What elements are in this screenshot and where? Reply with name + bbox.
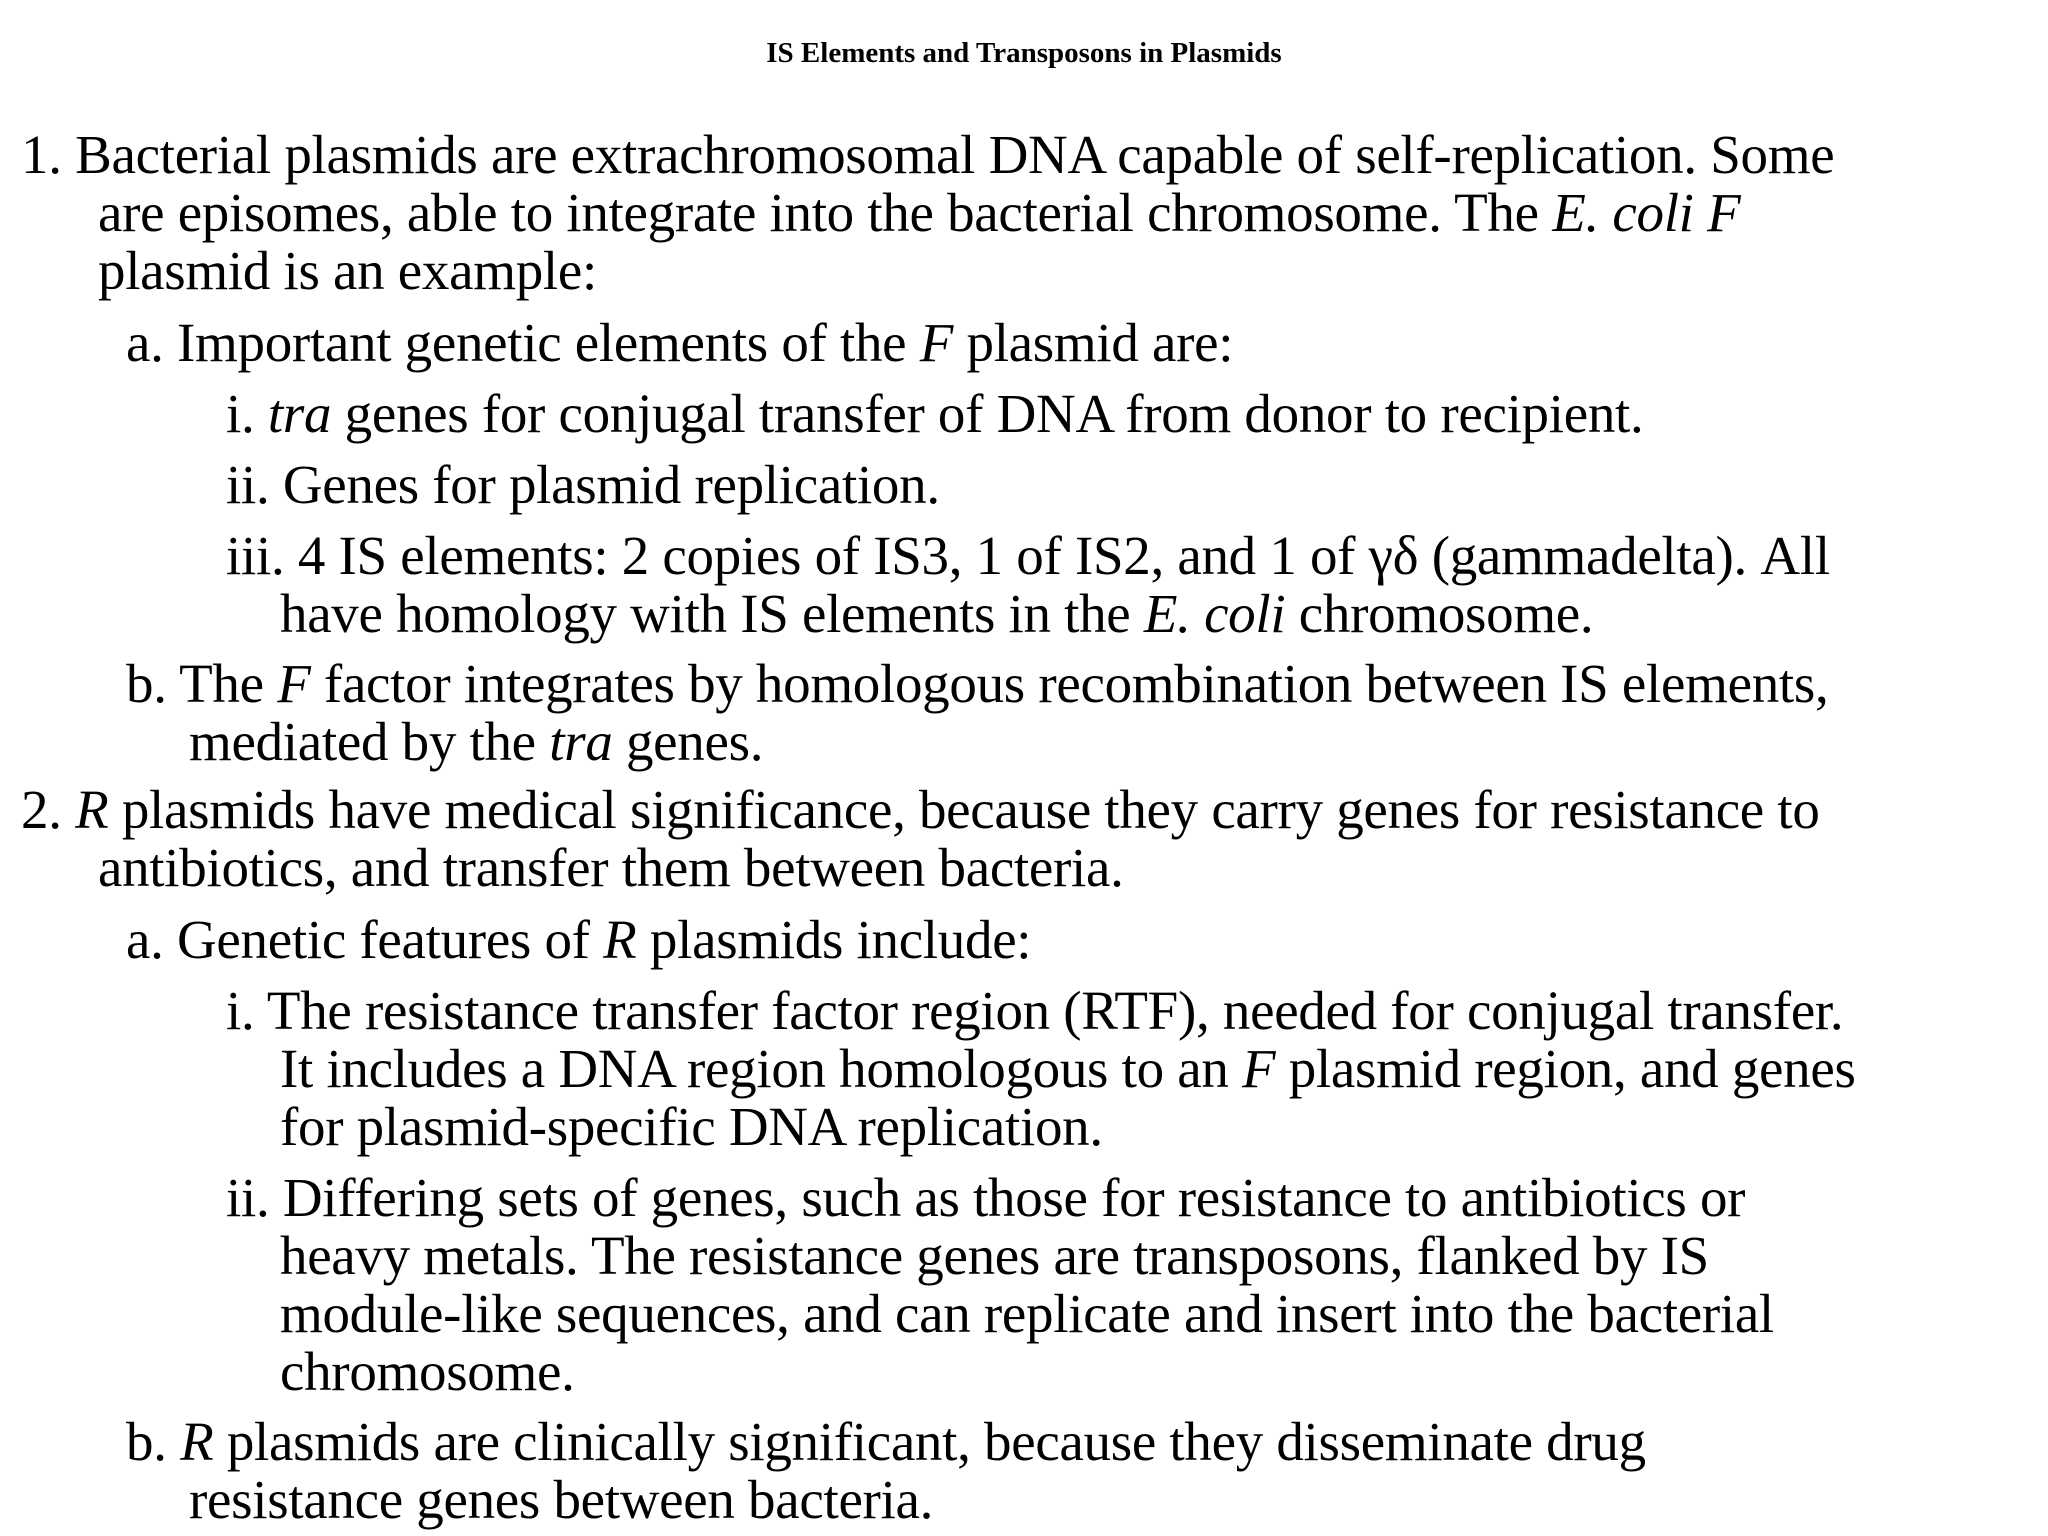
outline-item-2a-ii <box>0 1169 2048 1401</box>
outline-line: mediated by the tra genes. <box>189 711 764 772</box>
outline-marker: ii. <box>226 1167 270 1228</box>
outline-item-1a-iii <box>0 527 2048 643</box>
outline-item-1b <box>0 655 2048 771</box>
outline-item-1a-i <box>0 385 2048 443</box>
outline-item-2a <box>0 911 2048 969</box>
outline-marker: a. <box>126 909 164 970</box>
outline-item-2a-i <box>0 982 2048 1156</box>
outline-line: heavy metals. The resistance genes are transposons, flanked by IS <box>280 1225 1709 1286</box>
outline-line: 2. R plasmids have medical significance, because they carry genes for resistance to <box>21 779 1820 840</box>
outline-line: b. The F factor integrates by homologous recombination between IS elements, <box>126 653 1829 714</box>
outline-line: 1. Bacterial plasmids are extrachromosomal DNA capable of self-replication. Some <box>21 124 1835 185</box>
outline-line: for plasmid-specific DNA replication. <box>280 1096 1103 1157</box>
outline-marker: iii. <box>226 525 285 586</box>
outline-item-1 <box>0 126 2048 300</box>
outline-body <box>0 126 2048 1529</box>
outline-item-1a <box>0 314 2048 372</box>
outline-marker: ii. <box>226 454 270 515</box>
outline-line: It includes a DNA region homologous to an F plasmid region, and genes <box>280 1038 1856 1099</box>
outline-marker: b. <box>126 653 167 714</box>
outline-line: i. The resistance transfer factor region (RTF), needed for conjugal transfer. <box>226 980 1844 1041</box>
page-title: IS Elements and Transposons in Plasmids <box>766 37 1282 69</box>
outline-item-1a-ii <box>0 456 2048 514</box>
outline-item-2b <box>0 1413 2048 1529</box>
outline-marker: i. <box>226 383 255 444</box>
outline-marker: i. <box>226 980 255 1041</box>
outline-line: have homology with IS elements in the E. coli chromosome. <box>280 583 1594 644</box>
outline-marker: b. <box>126 1411 167 1472</box>
outline-marker: a. <box>126 312 164 373</box>
outline-item-2 <box>0 781 2048 897</box>
outline-marker: 1. <box>21 124 62 185</box>
outline-line: resistance genes between bacteria. <box>189 1469 934 1530</box>
outline-line: b. R plasmids are clinically significant, because they disseminate drug <box>126 1411 1646 1472</box>
outline-line: a. Genetic features of R plasmids include: <box>126 909 1032 970</box>
outline-line: are episomes, able to integrate into the bacterial chromosome. The E. coli F <box>98 182 1741 243</box>
outline-marker: 2. <box>21 779 62 840</box>
outline-line: module-like sequences, and can replicate and insert into the bacterial <box>280 1283 1774 1344</box>
outline-line: antibiotics, and transfer them between bacteria. <box>98 837 1124 898</box>
outline-line: i. tra genes for conjugal transfer of DNA from donor to recipient. <box>226 383 1644 444</box>
outline-line: plasmid is an example: <box>98 240 597 301</box>
outline-line: chromosome. <box>280 1341 575 1402</box>
outline-line: iii. 4 IS elements: 2 copies of IS3, 1 of IS2, and 1 of γδ (gammadelta). All <box>226 525 1830 586</box>
outline-line: ii. Genes for plasmid replication. <box>226 454 940 515</box>
outline-line: ii. Differing sets of genes, such as those for resistance to antibiotics or <box>226 1167 1746 1228</box>
outline-line: a. Important genetic elements of the F plasmid are: <box>126 312 1234 373</box>
